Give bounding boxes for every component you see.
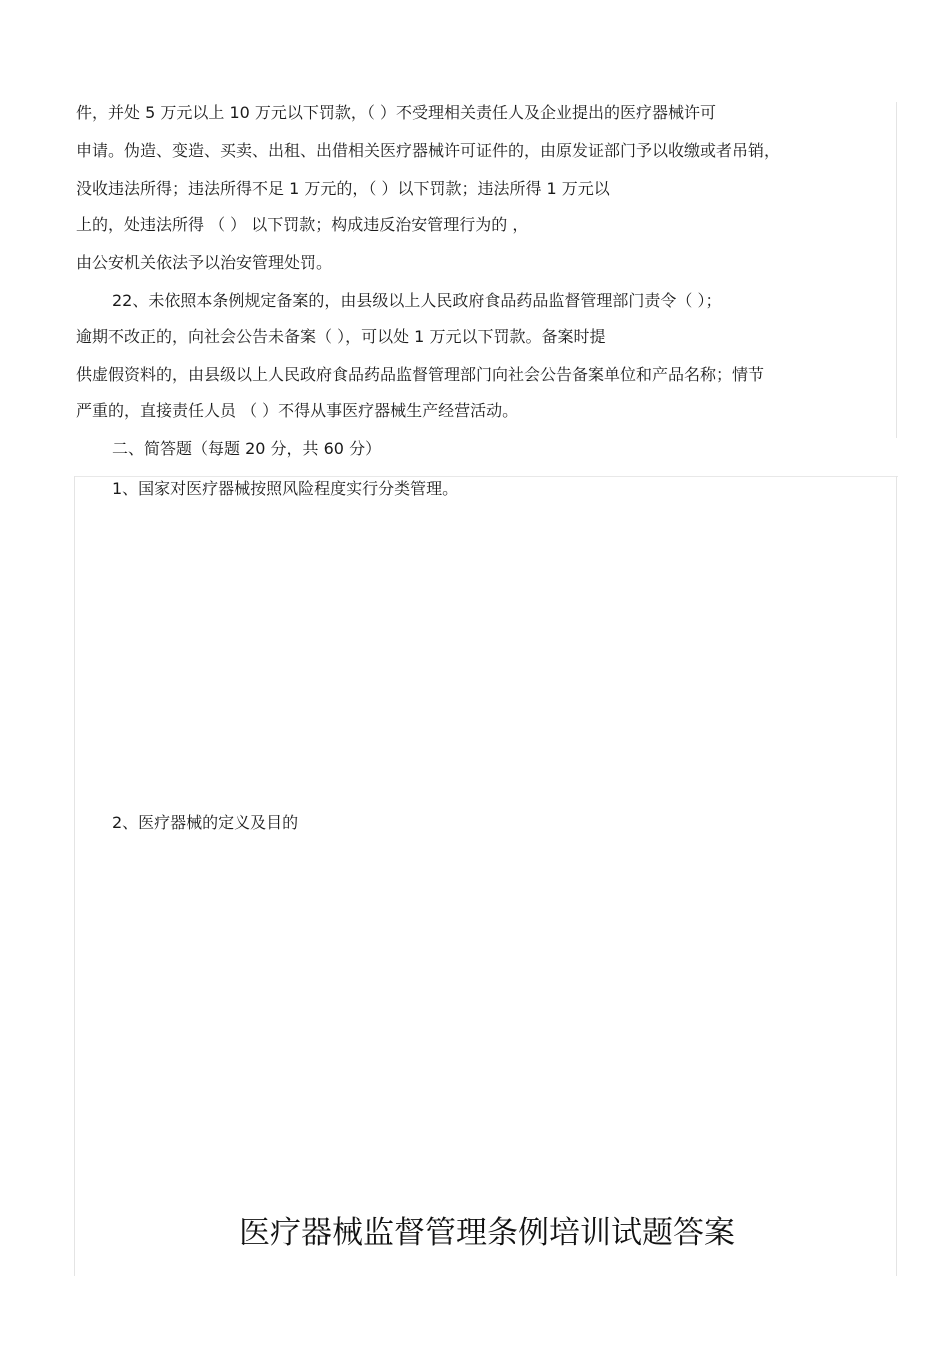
question-22-line: 严重的，直接责任人员 （ ）不得从事医疗器械生产经营活动。 xyxy=(76,401,519,420)
section-heading: 二、简答题（每题 20 分，共 60 分） xyxy=(112,439,382,458)
paragraph-line: 由公安机关依法予以治安管理处罚。 xyxy=(76,253,333,272)
paragraph-line: 件，并处 5 万元以上 10 万元以下罚款，（ ）不受理相关责任人及企业提出的医疗器械许可 xyxy=(76,103,716,122)
question-22-line: 供虚假资料的，由县级以上人民政府食品药品监督管理部门向社会公告备案单位和产品名称；情节 xyxy=(76,365,765,384)
paragraph-line: 上的，处违法所得 （ ） 以下罚款；构成违反治安管理行为的 ， xyxy=(76,215,529,234)
lower-box-top-border xyxy=(74,476,898,477)
paragraph-line: 申请。伪造、变造、买卖、出租、出借相关医疗器械许可证件的，由原发证部门予以收缴或者吊销， xyxy=(76,141,781,160)
short-answer-question-1: 1、国家对医疗器械按照风险程度实行分类管理。 xyxy=(112,479,459,498)
question-22-line: 逾期不改正的，向社会公告未备案（ ），可以处 1 万元以下罚款。备案时提 xyxy=(76,327,606,346)
paragraph-line: 没收违法所得；违法所得不足 1 万元的，（ ）以下罚款；违法所得 1 万元以 xyxy=(76,179,610,198)
question-22-line: 22、未依照本条例规定备案的，由县级以上人民政府食品药品监督管理部门责令（ ）； xyxy=(112,291,722,310)
lower-box-right-border xyxy=(896,476,897,1276)
short-answer-question-2: 2、医疗器械的定义及目的 xyxy=(112,813,299,832)
answer-page-title: 医疗器械监督管理条例培训试题答案 xyxy=(239,1215,735,1251)
lower-box-left-border xyxy=(74,476,75,1276)
